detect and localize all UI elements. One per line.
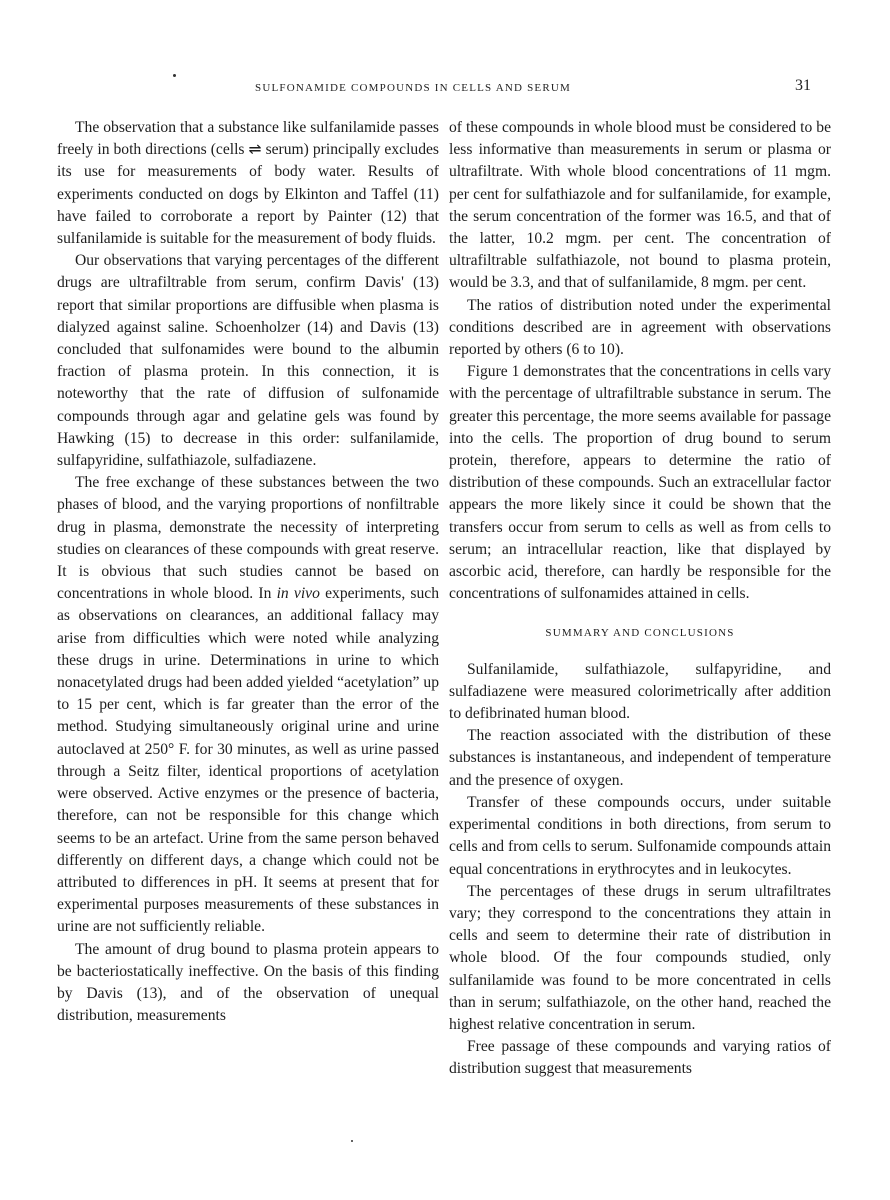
section-heading: SUMMARY AND CONCLUSIONS [545, 627, 735, 640]
paragraph: The observation that a substance like sulfanilamide passes freely in both directions (cells ⇌ serum) principally excludes its use for measurements of body water. Results of experiments conducted on dogs by Elkinton and Taffel (11) have failed to corroborate a report by Painter (12) that sulfanilamide is suitable for the measurement of body fluids. [57, 119, 439, 248]
left-column [57, 117, 439, 1027]
paragraph: Our observations that varying percentages of the different drugs are ultrafiltrable from serum, confirm Davis' (13) report that similar proportions are diffusible when plasma is dialyzed against saline. Schoenholzer (14) and Davis (13) concluded that sulfonamides were bound to the albumin fraction of plasma protein. In this connection, it is noteworthy that the rate of diffusion of sulfonamide compounds through agar and gelatine gels was found by Hawking (15) to decrease in this order: sulfanilamide, sulfapyridine, sulfathiazole, sulfadiazene. [57, 252, 439, 470]
running-head: SULFONAMIDE COMPOUNDS IN CELLS AND SERUM [255, 82, 572, 94]
paragraph: The amount of drug bound to plasma protein appears to be bacteriostatically ineffective. On the basis of this finding by Davis (13), and of the observation of unequal distribution, measurements [57, 940, 439, 1025]
italic-term: in vivo [276, 585, 320, 603]
print-speck [351, 1140, 353, 1142]
page-number: 31 [795, 77, 811, 94]
print-speck [173, 74, 176, 77]
summary-paragraph: The reaction associated with the distribution of these substances is instantaneous, and independent of temperature and the presence of oxygen. [449, 727, 831, 789]
paragraph-continued: of these compounds in whole blood must be considered to be less informative than measurements in serum or plasma or ultrafiltrate. With whole blood concentrations of 11 mgm. per cent for sulfathiazole and for sulfanilamide, for example, the serum concentration of the former was 16.5, and that of the latter, 10.2 mgm. per cent. The concentration of ultrafiltrable sulfathiazole, not bound to plasma protein, would be 3.3, and that of sulfanilamide, 8 mgm. per cent. [449, 119, 831, 292]
paragraph: The ratios of distribution noted under the experimental conditions described are in agreement with observations reported by others (6 to 10). [449, 296, 831, 359]
summary-paragraph: Transfer of these compounds occurs, under suitable experimental conditions in both directions, from serum to cells and from cells to serum. Sulfonamide compounds attain equal concentrations in erythrocytes and in leukocytes. [449, 793, 831, 878]
paragraph-text: experiments, such as observations on clearances, an additional fallacy may arise from difficulties which were noted while analyzing these drugs in urine. Determinations in urine to which nonacetylated drugs had been added yielded “acetylation” up to 15 per cent, which is far greater than the error of the method. Studying simultaneously original urine and urine autoclaved at 250° F. for 30 minutes, as well as urine passed through a Seitz filter, identical proportions of acetylation were observed. Active enzymes or the presence of bacteria, therefore, can not be responsible for this change which seems to be an artefact. Urine from the same person behaved differently on different days, a change which could not be attributed to differences in pH. It seems at present that for experimental purposes measurements of these substances in urine are not sufficiently reliable. [57, 585, 440, 936]
right-column [449, 117, 831, 1081]
paragraph-text: The free exchange of these substances between the two phases of blood, and the varying proportions of nonfiltrable drug in plasma, demonstrate the necessity of interpreting studies on clearances of these compounds with great reserve. It is obvious that such studies cannot be based on concentrations in whole blood. In [57, 474, 439, 603]
summary-paragraph: Free passage of these compounds and varying ratios of distribution suggest that measurements [449, 1038, 831, 1078]
paragraph [57, 472, 439, 938]
paragraph: Figure 1 demonstrates that the concentrations in cells vary with the percentage of ultrafiltrable substance in serum. The greater this percentage, the more seems available for passage into the cells. The proportion of drug bound to serum protein, therefore, appears to determine the ratio of distribution of these compounds. Such an extracellular factor appears the more likely since it could be shown that the transfers occur from serum to cells as well as from cells to serum; an intracellular reaction, like that displayed by ascorbic acid, therefore, can hardly be responsible for the concentrations of sulfonamides attained in cells. [449, 363, 831, 603]
summary-paragraph: Sulfanilamide, sulfathiazole, sulfapyridine, and sulfadiazene were measured colorimetrically after addition to defibrinated human blood. [449, 660, 831, 723]
summary-paragraph: The percentages of these drugs in serum ultrafiltrates vary; they correspond to the concentrations they attain in cells and seem to determine their rate of distribution in whole blood. Of the four compounds studied, only sulfanilamide was found to be more concentrated in cells than in serum; sulfathiazole, on the other hand, reached the highest relative concentration in serum. [449, 882, 831, 1033]
